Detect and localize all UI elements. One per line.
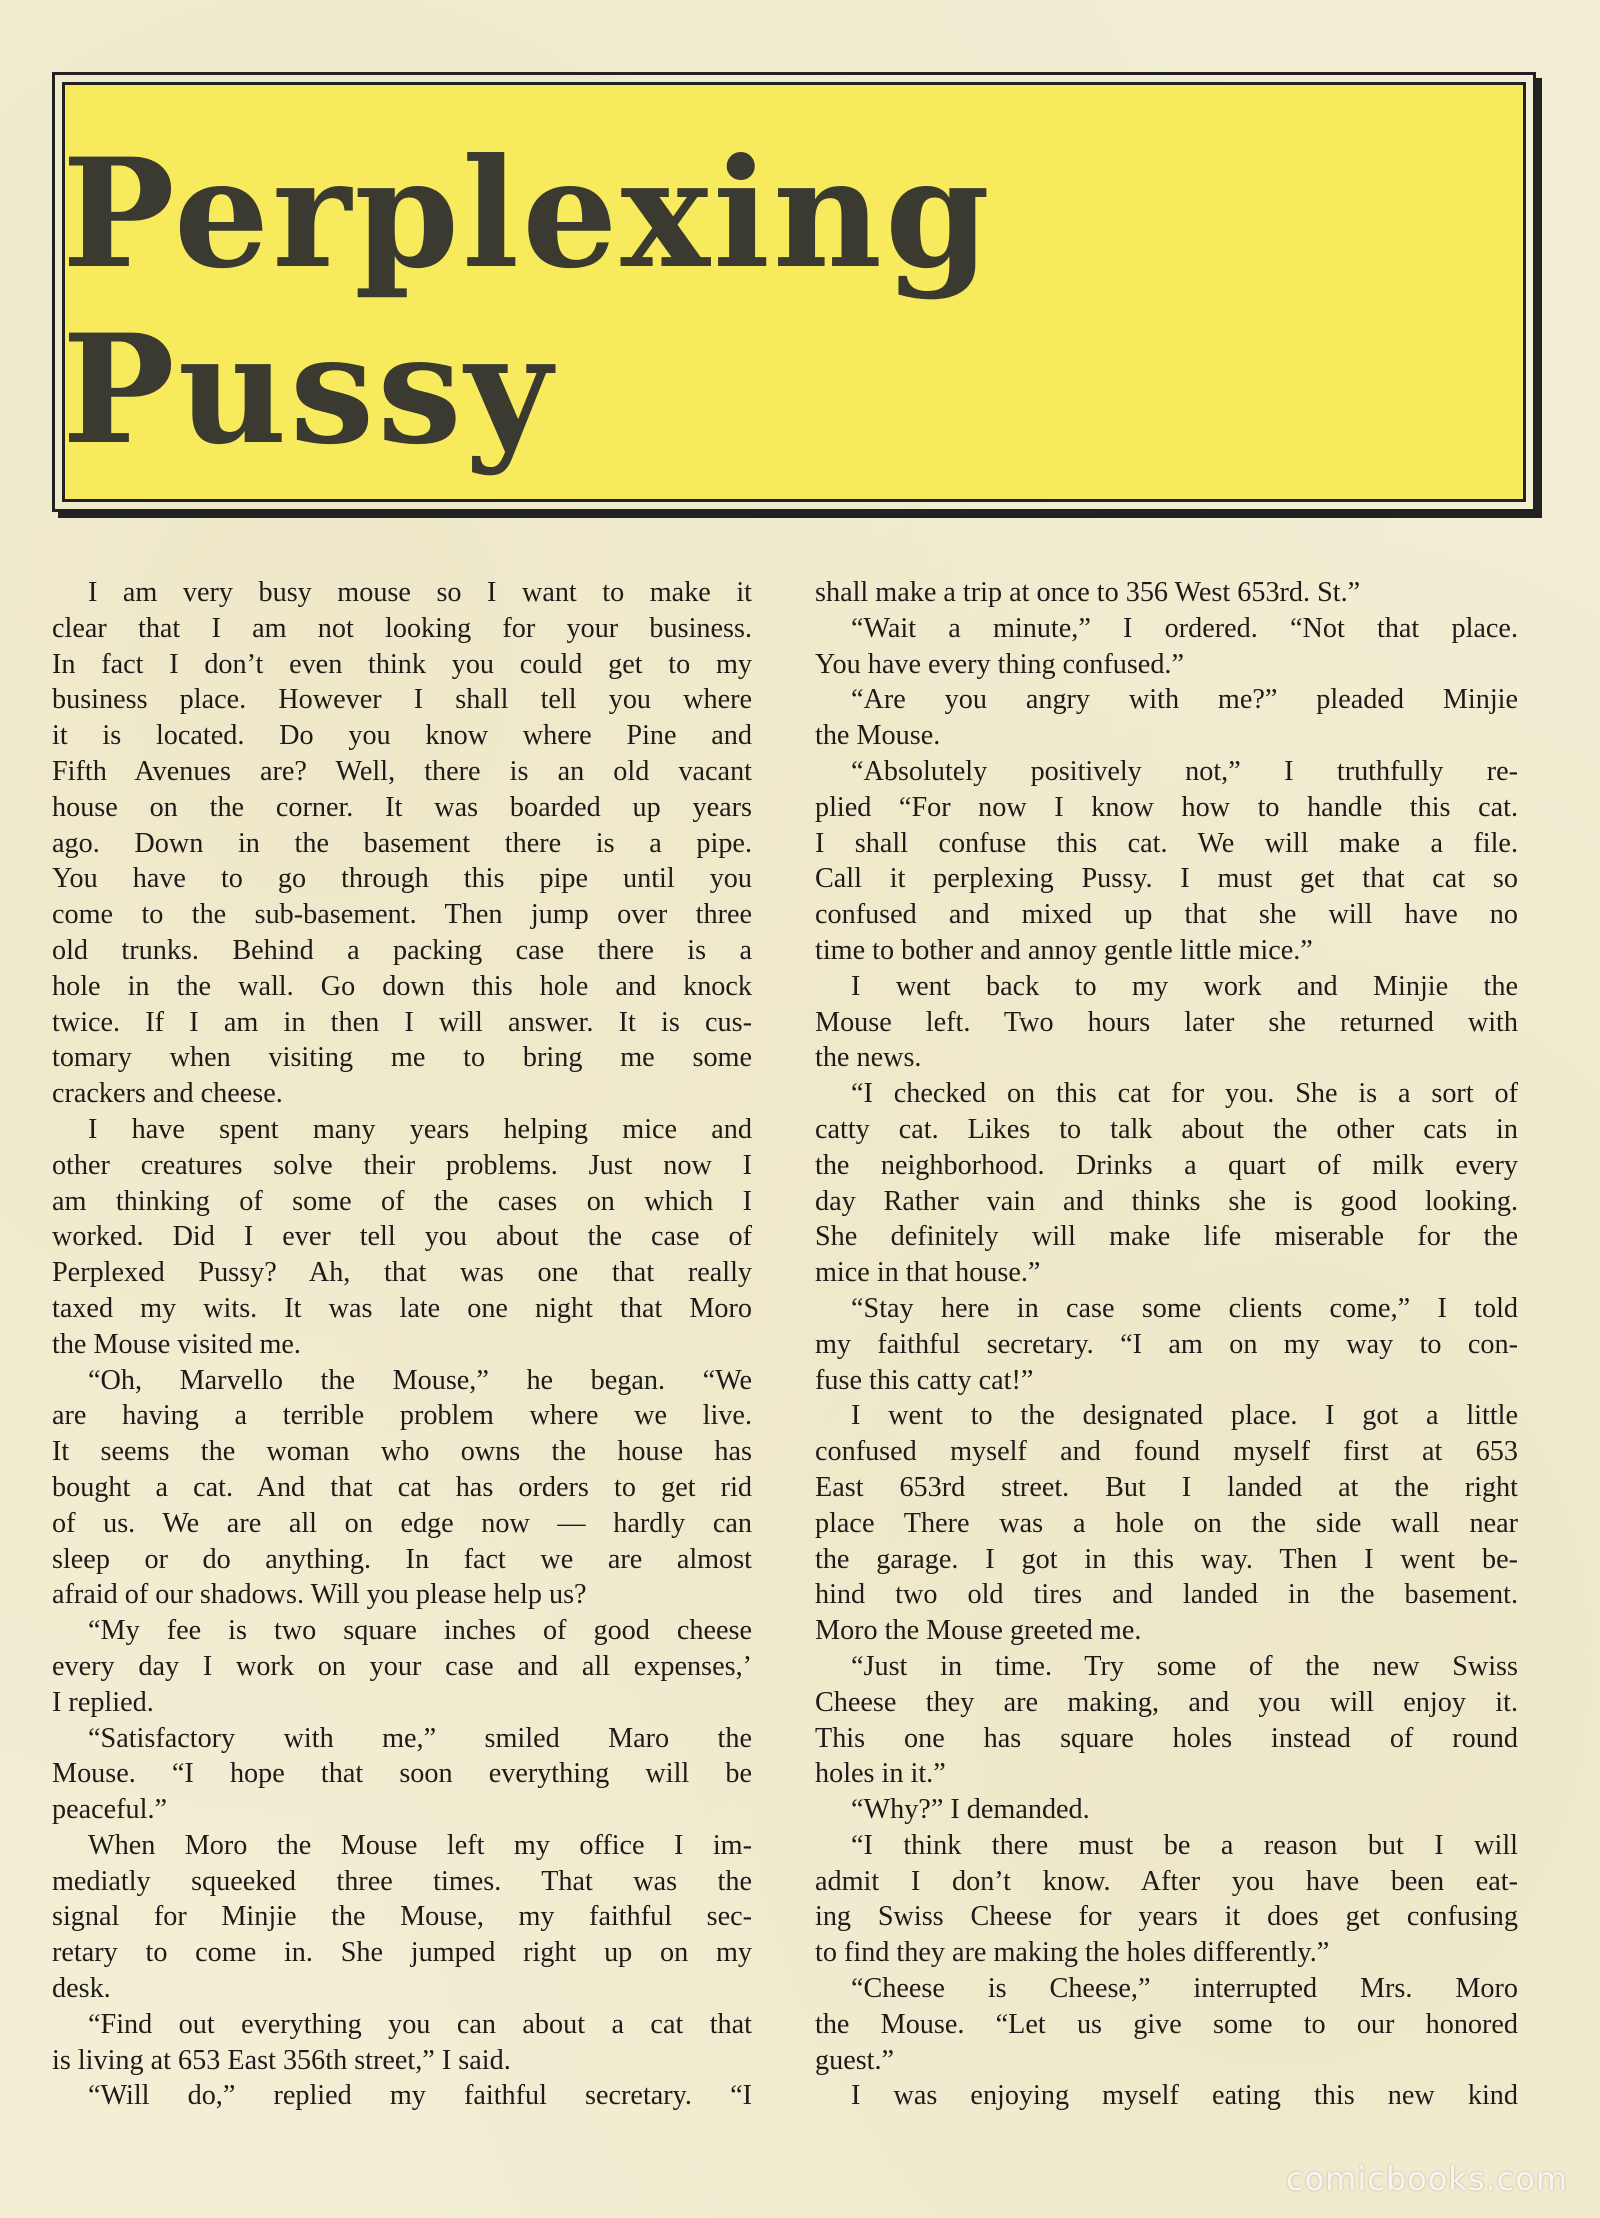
text-line: I replied. — [52, 1686, 154, 1718]
text-line: peaceful.” — [52, 1794, 168, 1826]
text-line: East 653rd street. But I landed at the right — [815, 1471, 1518, 1503]
text-line: “Oh, Marvello the Mouse,” he began. “We — [88, 1364, 752, 1396]
text-line: “Cheese is Cheese,” interrupted Mrs. Moro — [851, 1973, 1518, 2005]
text-line: confused and mixed up that she will have no — [815, 899, 1518, 931]
text-line: day Rather vain and thinks she is good looking. — [815, 1185, 1518, 1217]
text-line: Mouse left. Two hours later she returned with — [815, 1006, 1518, 1038]
text-line: hind two old tires and landed in the basement. — [815, 1579, 1518, 1611]
text-line: “Just in time. Try some of the new Swiss — [851, 1650, 1518, 1682]
text-line: She definitely will make life miserable for the — [815, 1221, 1518, 1253]
text-line: other creatures solve their problems. Just now I — [52, 1149, 752, 1181]
text-line: bought a cat. And that cat has orders to get rid — [52, 1471, 752, 1503]
text-line: the news. — [815, 1042, 922, 1074]
text-line: afraid of our shadows. Will you please help us? — [52, 1579, 587, 1611]
text-line: hole in the wall. Go down this hole and knock — [52, 970, 752, 1002]
story-title: Perplexing Pussy — [62, 126, 993, 478]
text-line: signal for Minjie the Mouse, my faithful sec- — [52, 1901, 752, 1933]
text-line: sleep or do anything. In fact we are almost — [52, 1543, 752, 1575]
text-line: old trunks. Behind a packing case there is a — [52, 934, 752, 966]
text-line: “My fee is two square inches of good cheese — [88, 1615, 752, 1647]
text-line: my faithful secretary. “I am on my way to con- — [815, 1328, 1518, 1360]
text-line: Moro the Mouse greeted me. — [815, 1615, 1142, 1647]
text-line: “Stay here in case some clients come,” I told — [851, 1292, 1518, 1324]
text-line: catty cat. Likes to talk about the other cats in — [815, 1113, 1518, 1145]
text-line: I am very busy mouse so I want to make it — [88, 577, 752, 608]
text-line: mice in that house.” — [815, 1257, 1041, 1289]
text-line: ing Swiss Cheese for years it does get confusing — [815, 1901, 1518, 1933]
text-line: I have spent many years helping mice and — [88, 1113, 752, 1145]
text-line: come to the sub-basement. Then jump over three — [52, 899, 752, 931]
text-line: shall make a trip at once to 356 West 653rd. St.” — [815, 577, 1361, 608]
text-line: When Moro the Mouse left my office I im- — [88, 1829, 752, 1861]
text-line: the garage. I got in this way. Then I went be- — [815, 1543, 1518, 1575]
text-line: I went back to my work and Minjie the — [851, 970, 1518, 1002]
text-line: Mouse. “I hope that soon everything will be — [52, 1758, 752, 1790]
text-line: admit I don’t know. After you have been eat- — [815, 1865, 1518, 1897]
text-line: tomary when visiting me to bring me some — [52, 1042, 752, 1074]
text-line: clear that I am not looking for your business. — [52, 612, 752, 644]
text-line: retary to come in. She jumped right up on my — [52, 1937, 752, 1969]
text-line: fuse this catty cat!” — [815, 1364, 1034, 1396]
text-line: the neighborhood. Drinks a quart of milk every — [815, 1149, 1518, 1181]
text-line: Cheese they are making, and you will enjoy it. — [815, 1686, 1518, 1718]
text-line: guest.” — [815, 2044, 895, 2076]
left-text-column — [52, 575, 752, 2114]
text-line: ago. Down in the basement there is a pipe. — [52, 827, 752, 859]
text-line: it is located. Do you know where Pine and — [52, 720, 752, 752]
text-line: You have every thing confused.” — [815, 648, 1184, 680]
text-line: confused myself and found myself first at 653 — [815, 1436, 1518, 1468]
text-line: “Are you angry with me?” pleaded Minjie — [851, 684, 1518, 716]
text-line: holes in it.” — [815, 1758, 946, 1790]
text-line: I was enjoying myself eating this new kind — [851, 2080, 1518, 2112]
text-line: “I think there must be a reason but I will — [851, 1829, 1518, 1861]
text-line: I went to the designated place. I got a little — [851, 1400, 1518, 1432]
text-line: time to bother and annoy gentle little mice.” — [815, 934, 1313, 966]
text-line: of us. We are all on edge now — hardly can — [52, 1507, 752, 1539]
text-line: “Find out everything you can about a cat that — [88, 2008, 752, 2040]
text-line: This one has square holes instead of round — [815, 1722, 1518, 1754]
text-line: the Mouse. “Let us give some to our honored — [815, 2008, 1518, 2040]
text-line: is living at 653 East 356th street,” I said. — [52, 2044, 511, 2076]
text-line: “I checked on this cat for you. She is a sort of — [851, 1078, 1518, 1110]
text-line: Fifth Avenues are? Well, there is an old vacant — [52, 755, 752, 787]
text-line: place There was a hole on the side wall near — [815, 1507, 1518, 1539]
right-text-column — [815, 575, 1518, 2114]
text-line: I shall confuse this cat. We will make a file. — [815, 827, 1518, 859]
text-line: In fact I don’t even think you could get to my — [52, 648, 752, 680]
text-line: “Why?” I demanded. — [851, 1794, 1090, 1826]
text-line: mediatly squeeked three times. That was the — [52, 1865, 752, 1897]
text-line: the Mouse. — [815, 720, 941, 752]
text-line: “Satisfactory with me,” smiled Maro the — [88, 1722, 752, 1754]
text-line: house on the corner. It was boarded up years — [52, 791, 752, 823]
text-line: twice. If I am in then I will answer. It is cus- — [52, 1006, 752, 1038]
text-line: Call it perplexing Pussy. I must get that cat so — [815, 863, 1518, 895]
text-line: desk. — [52, 1973, 111, 2005]
text-line: “Will do,” replied my faithful secretary. “I — [88, 2080, 752, 2112]
watermark: comicbooks.com — [1285, 2160, 1568, 2198]
text-line: “Absolutely positively not,” I truthfully re- — [851, 755, 1518, 787]
text-line: every day I work on your case and all expenses,’ — [52, 1650, 752, 1682]
text-line: to find they are making the holes differently.” — [815, 1937, 1330, 1969]
text-line: business place. However I shall tell you where — [52, 684, 752, 716]
text-line: are having a terrible problem where we live. — [52, 1400, 752, 1432]
text-line: the Mouse visited me. — [52, 1328, 301, 1360]
text-line: worked. Did I ever tell you about the case of — [52, 1221, 752, 1253]
text-line: taxed my wits. It was late one night that Moro — [52, 1292, 752, 1324]
text-line: plied “For now I know how to handle this cat. — [815, 791, 1518, 823]
text-line: am thinking of some of the cases on which I — [52, 1185, 752, 1217]
text-line: It seems the woman who owns the house has — [52, 1436, 752, 1468]
text-line: crackers and cheese. — [52, 1078, 283, 1110]
text-line: You have to go through this pipe until you — [52, 863, 752, 895]
text-line: Perplexed Pussy? Ah, that was one that really — [52, 1257, 752, 1289]
text-line: “Wait a minute,” I ordered. “Not that place. — [851, 612, 1518, 644]
